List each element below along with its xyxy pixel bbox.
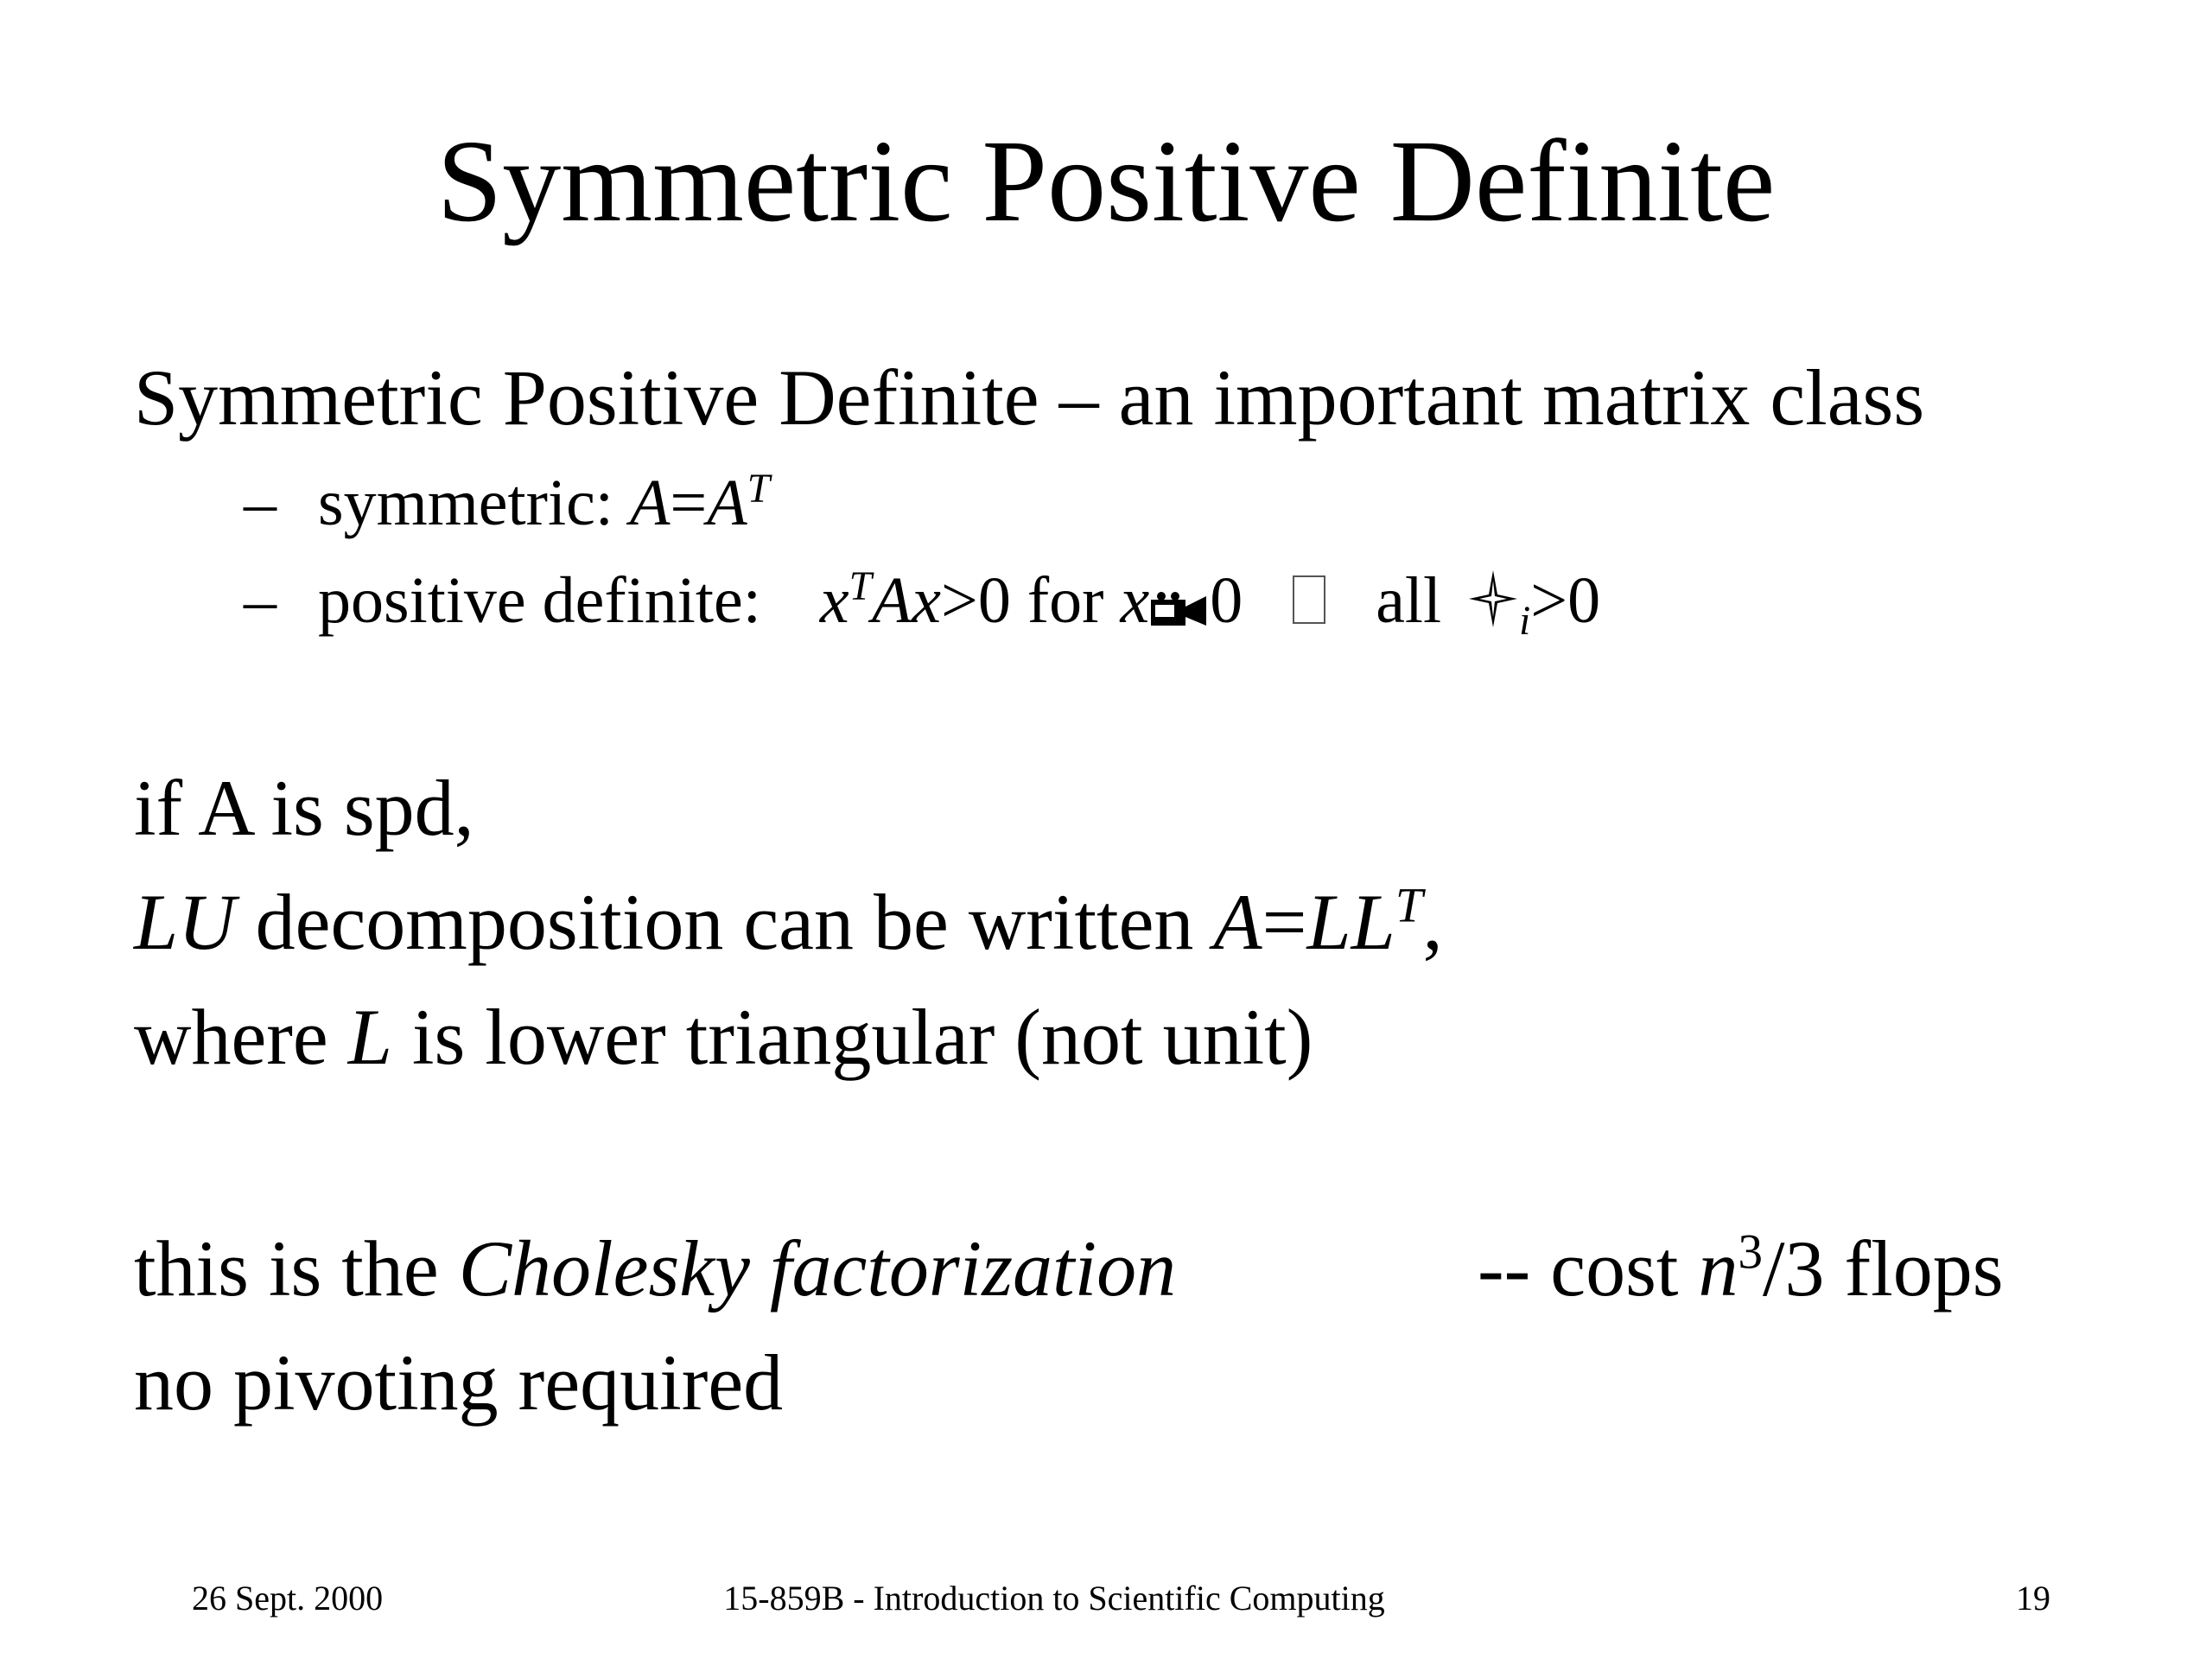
no-pivoting-line: no pivoting required	[134, 1338, 784, 1427]
cholesky-term: Cholesky factorization	[458, 1224, 1177, 1313]
math-a: A	[629, 467, 671, 539]
math-zero: 0	[1210, 564, 1243, 637]
lu-decomposition-line	[134, 874, 1443, 969]
footer-course: 15-859B - Introduction to Scientific Computing	[723, 1579, 1385, 1618]
comma: ,	[1422, 878, 1443, 966]
math-eq: =	[670, 467, 708, 539]
math-transpose: T	[747, 467, 770, 512]
spd-condition-line: if A is spd,	[134, 764, 474, 852]
math-transpose: T	[849, 564, 872, 610]
lu-text: decomposition can be written	[235, 878, 1214, 966]
math-a: A	[1213, 878, 1262, 966]
math-ll: LL	[1306, 878, 1395, 966]
footer-page-number: 19	[2016, 1579, 2050, 1618]
lower-triangular-line	[134, 989, 1313, 1084]
math-transpose: T	[1395, 878, 1423, 933]
intro-line: Symmetric Positive Definite – an important matrix class	[134, 353, 1925, 442]
math-relation: >0 for	[940, 564, 1121, 637]
math-x: x	[819, 564, 849, 637]
cholesky-prefix: this is the	[134, 1224, 459, 1313]
math-l: L	[347, 993, 392, 1081]
bullet-dash-symmetric: –	[244, 467, 276, 539]
video-camera-icon	[1149, 569, 1210, 646]
math-x: x	[1120, 564, 1150, 637]
math-a: A	[707, 467, 747, 539]
cost-suffix: /3 flops	[1763, 1224, 2004, 1313]
math-eq: =	[1262, 878, 1307, 966]
all-label: all	[1376, 564, 1442, 637]
bullet-posdef-label: positive definite:	[318, 564, 761, 637]
slide-title: Symmetric Positive Definite	[436, 117, 1776, 246]
cost-line	[1478, 1221, 2004, 1316]
lower-triangular-text: is lower triangular (not unit)	[391, 993, 1313, 1081]
missing-glyph-box-icon	[1293, 575, 1325, 624]
bullet-dash-posdef: –	[244, 564, 276, 637]
four-point-star-icon	[1467, 569, 1519, 646]
math-lu: LU	[134, 878, 236, 966]
footer-date: 26 Sept. 2000	[192, 1579, 384, 1618]
bullet-symmetric	[318, 464, 770, 542]
cost-prefix: -- cost	[1478, 1224, 1699, 1313]
cholesky-line	[134, 1221, 1176, 1316]
math-relation: >0	[1530, 564, 1601, 637]
bullet-symmetric-label: symmetric:	[318, 467, 630, 539]
bullet-posdef	[318, 562, 1600, 646]
where-text: where	[134, 993, 348, 1081]
math-subscript-i: i	[1519, 599, 1531, 645]
math-ax: Ax	[871, 564, 941, 637]
math-n: n	[1698, 1224, 1738, 1313]
math-exponent: 3	[1738, 1224, 1763, 1280]
